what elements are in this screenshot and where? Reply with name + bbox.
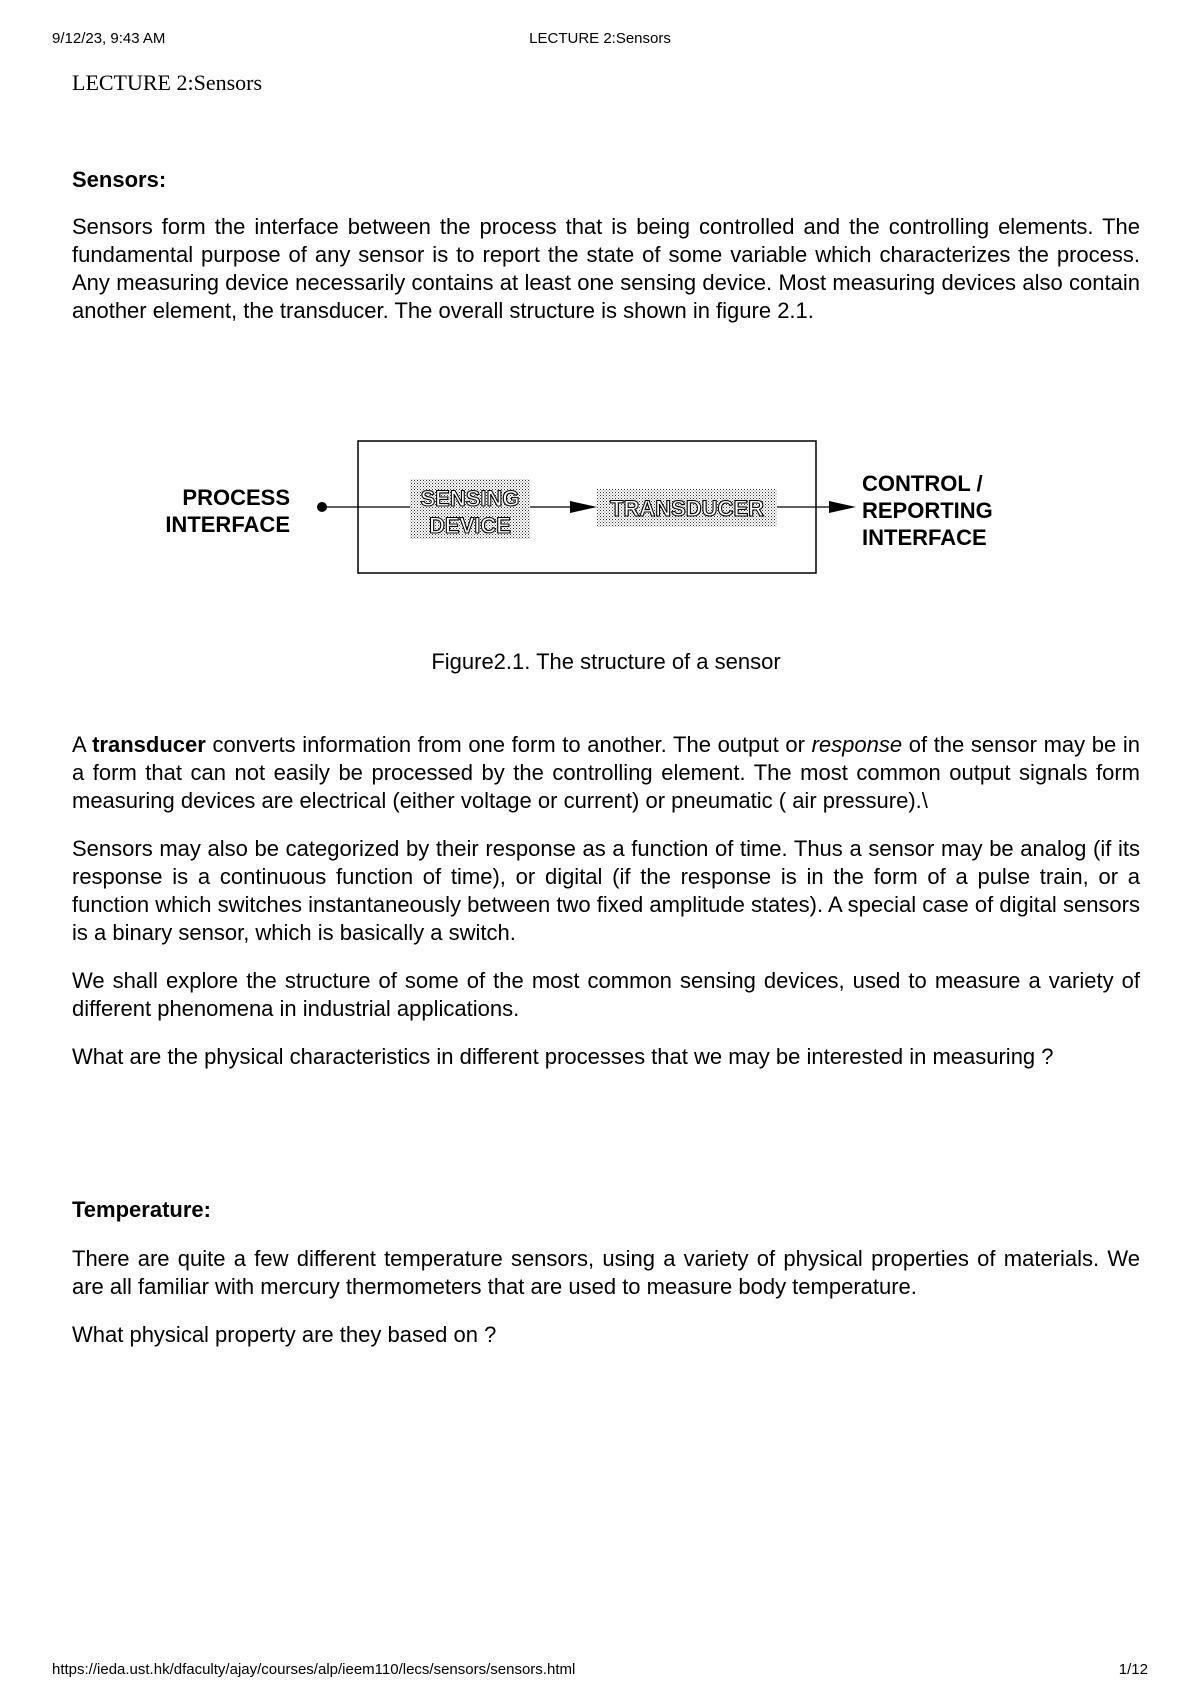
process-label-line2: INTERFACE	[165, 512, 290, 537]
question-paragraph: What are the physical characteristics in different processes that we may be interested in measuring ?	[72, 1044, 1054, 1069]
arrow-right-icon	[829, 501, 856, 513]
transducer-label: TRANSDUCER	[610, 496, 764, 521]
transducer-para-tail: of the sensor may be in a form that can not easily be processed by the controlling element. The most common output signals form measuring devices are electrical (either voltage or current) or pneumatic ( air pressure).\	[72, 732, 1140, 813]
categorize-paragraph: Sensors may also be categorized by their response as a function of time. Thus a sensor may be analog (if its response is a continuous function of time), or digital (if the response is in the form of a pulse train, or a function which switches instantaneously between two fixed amplitude states). A special case of digital sensors is a binary sensor, which is basically a switch.	[72, 836, 1140, 945]
temperature-heading: Temperature:	[72, 1197, 211, 1222]
control-label-line2: REPORTING	[862, 498, 993, 523]
print-header	[52, 30, 1148, 50]
control-label-line3: INTERFACE	[862, 525, 987, 550]
figure-caption: Figure2.1. The structure of a sensor	[431, 649, 781, 674]
page-url-link[interactable]: https://ieda.ust.hk/dfaculty/ajay/courses/alp/ieem110/lecs/sensors/sensors.html	[52, 1661, 576, 1678]
sensors-heading: Sensors:	[72, 167, 167, 192]
print-title: LECTURE 2:Sensors	[529, 30, 671, 47]
sensors-paragraph: Sensors form the interface between the process that is being controlled and the controlling elements. The fundamental purpose of any sensor is to report the state of some variable which characterizes the process. Any measuring device necessarily contains at least one sensing device. Most measuring devices also contain another element, the transducer. The overall structure is shown in figure 2.1.	[72, 214, 1140, 323]
physical-question: What physical property are they based on ?	[72, 1322, 497, 1347]
print-datetime: 9/12/23, 9:43 AM	[52, 30, 166, 47]
explore-paragraph: We shall explore the structure of some of the most common sensing devices, used to measure a variety of different phenomena in industrial applications.	[72, 968, 1140, 1021]
transducer-term: transducer	[92, 732, 206, 757]
control-label-line1: CONTROL /	[862, 471, 983, 496]
transducer-para-mid: converts information from one form to another. The output or	[205, 732, 812, 757]
transducer-para-lead: A	[72, 732, 93, 757]
arrow-right-icon	[570, 501, 597, 513]
response-term: response	[811, 732, 903, 757]
temperature-paragraph: There are quite a few different temperature sensors, using a variety of physical properties of materials. We are all familiar with mercury thermometers that are used to measure body temperature.	[72, 1246, 1140, 1299]
print-footer	[52, 1661, 1148, 1681]
process-label-line1: PROCESS	[182, 485, 290, 510]
page-number: 1/12	[1118, 1661, 1148, 1678]
document-body	[72, 70, 1140, 1349]
document-title: LECTURE 2:Sensors	[72, 70, 263, 95]
sensor-structure-diagram	[72, 435, 1140, 585]
transducer-paragraph	[72, 731, 1140, 815]
sensor-structure-figure	[72, 435, 1140, 585]
sensing-label-line1: SENSING	[420, 486, 520, 511]
sensing-label-line2: DEVICE	[429, 513, 511, 538]
